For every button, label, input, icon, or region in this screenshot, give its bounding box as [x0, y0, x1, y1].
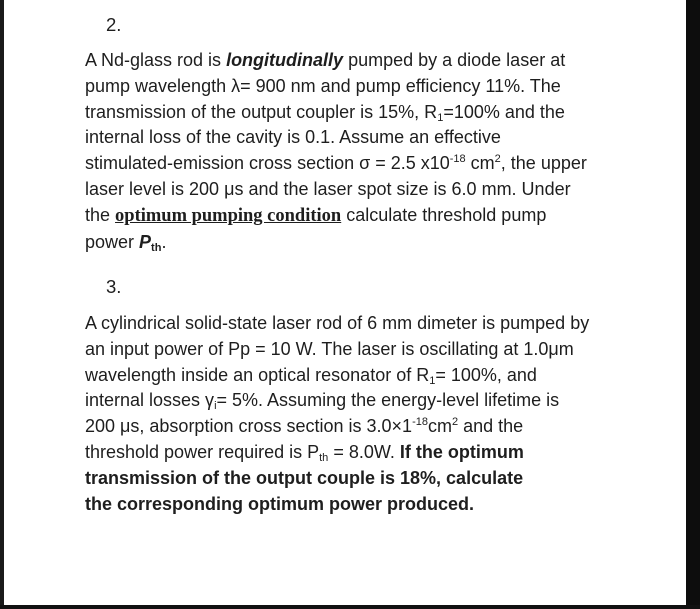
q2-line-3: transmission of the output coupler is 15%, $R_1=100\%$ and the	[85, 101, 565, 124]
q3-line-8: the corresponding optimum power produced.	[85, 493, 475, 514]
q2-line-2: pump wavelength λ= 900 nm and pump efficiency 11%. The	[85, 75, 561, 96]
question-number-2: 2.	[106, 14, 122, 35]
document-page	[4, 0, 686, 605]
q2-line-6: laser level is 200 μs and the laser spot size is 6.0 mm. Under	[85, 178, 571, 199]
q2-line-4: internal loss of the cavity is 0.1. Assume an effective	[85, 127, 501, 148]
q3-line-7: transmission of the output couple is 18%, calculate	[85, 467, 524, 488]
q2-line-8: power $P_{th}$.	[85, 231, 167, 254]
emphasis-longitudinally: longitudinally	[226, 50, 344, 70]
q3-line-4: internal losses $\gamma_i= 5\%$. Assuming the energy-level lifetime is	[85, 390, 560, 413]
q2-line-5: stimulated-emission cross section σ = 2.5 $x10^{-18}$ $cm^2$, the upper	[85, 153, 587, 174]
q2-line-1: A Nd-glass rod is longitudinally pumped by a diode laser at	[85, 50, 566, 70]
question-3-text	[85, 311, 645, 517]
q3-line-6: threshold power required is $P_{th} = 8.0W$. If the optimum	[85, 441, 524, 464]
q3-line-2: an input power of Pp = 10 W. The laser is oscillating at 1.0μm	[85, 338, 574, 359]
question-2-text	[85, 48, 645, 255]
question-number-3: 3.	[106, 276, 122, 297]
right-border	[686, 0, 700, 609]
optimum-pumping-condition-emphasis: optimum pumping condition	[115, 205, 342, 226]
q2-line-7: the optimum pumping condition calculate threshold pump	[85, 204, 547, 226]
q3-line-5: 200 μs, absorption cross section is $3.0\times 1^{-18}cm^2$ and the	[85, 416, 524, 437]
q3-line-3: wavelength inside an optical resonator of $R_1= 100\%$, and	[85, 364, 537, 387]
bottom-border	[0, 605, 700, 609]
q3-line-1: A cylindrical solid-state laser rod of 6 mm dimeter is pumped by	[85, 313, 590, 333]
